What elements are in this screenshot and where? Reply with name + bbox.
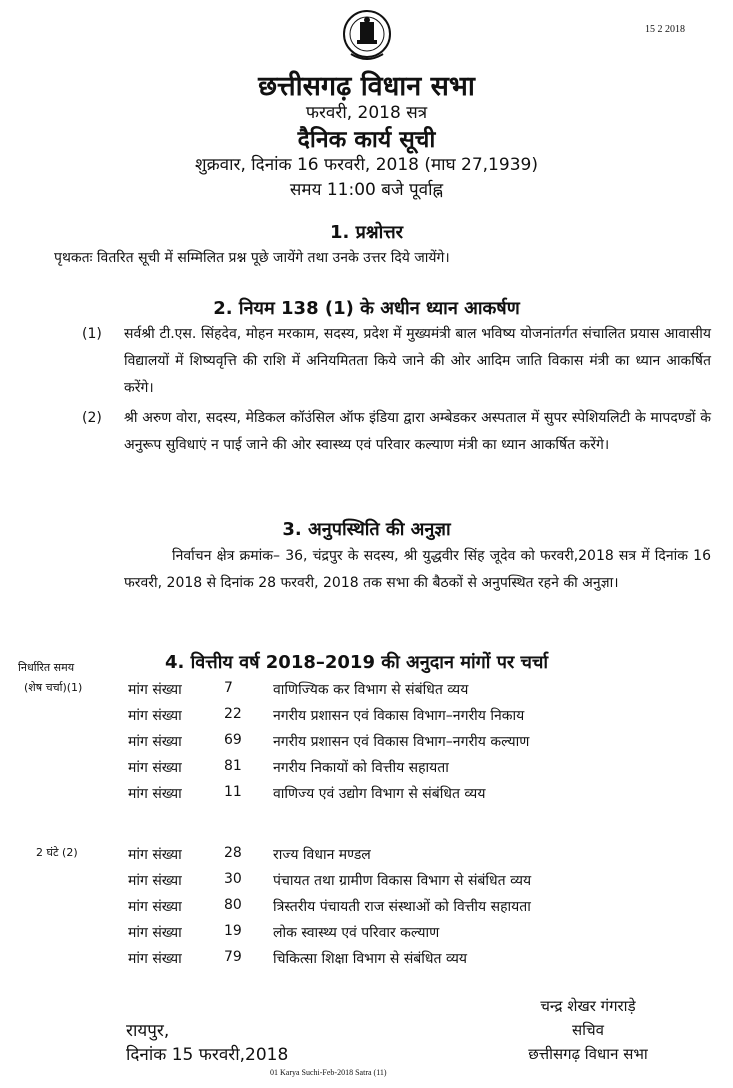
date-stamp: 15 2 2018 <box>645 24 685 35</box>
demand-row <box>128 845 688 871</box>
section4-heading: 4. वित्तीय वर्ष 2018–2019 की अनुदान मांगों पर चर्चा <box>165 652 549 673</box>
demand-description: नगरीय निकायों को वित्तीय सहायता <box>273 760 449 776</box>
demand-label: मांग संख्या <box>128 734 182 750</box>
section1-heading: 1. प्रश्नोत्तर <box>329 222 404 243</box>
footer-ref: 01 Karya Suchi-Feb-2018 Satra (11) <box>270 1068 387 1077</box>
demand-row <box>128 732 688 758</box>
demand-description: चिकित्सा शिक्षा विभाग से संबंधित व्यय <box>273 951 467 967</box>
demand-label: मांग संख्या <box>128 786 182 802</box>
demand-label: मांग संख्या <box>128 682 182 698</box>
item-text: सर्वश्री टी.एस. सिंहदेव, मोहन मरकाम, सदस्य, प्रदेश में मुख्यमंत्री बाल भविष्य योजनांतर्गत संचालित प्रयास आवासीय विद्यालयों में शिष्यवृत्ति की राशि में अनियमितता किये जाने की ओर आदिम जाति विकास मंत्री का ध्यान आकर्षित करेंगे। <box>124 326 711 396</box>
demand-row <box>128 706 688 732</box>
demand-row <box>128 680 688 706</box>
demand-number: 80 <box>224 897 242 913</box>
demand-description: नगरीय प्रशासन एवं विकास विभाग–नगरीय निकाय <box>273 708 525 724</box>
day-date: शुक्रवार, दिनांक 16 फरवरी, 2018 (माघ 27,1939) <box>195 155 538 175</box>
demand-description: वाणिज्यिक कर विभाग से संबंधित व्यय <box>273 682 469 698</box>
demand-label: मांग संख्या <box>128 873 182 889</box>
section3-heading: 3. अनुपस्थिति की अनुज्ञा <box>282 519 451 540</box>
demand-label: मांग संख्या <box>128 760 182 776</box>
demand-row <box>128 923 688 949</box>
demand-number: 30 <box>224 871 242 887</box>
side-label-hours: 2 घंटे (2) <box>36 846 78 859</box>
demand-row <box>128 871 688 897</box>
item-number: (2) <box>82 410 102 426</box>
side-label-time: निर्धारित समय <box>18 661 75 674</box>
demand-row <box>128 897 688 923</box>
section1-text: पृथकतः वितरित सूची में सम्मिलित प्रश्न पूछे जायेंगे तथा उनके उत्तर दिये जायेंगे। <box>54 250 450 266</box>
section3-text: निर्वाचन क्षेत्र क्रमांक– 36, चंद्रपुर के सदस्य, श्री युद्धवीर सिंह जूदेव को फरवरी,2018 सत्र में दिनांक 16 फरवरी, 2018 से दिनांक 28 फरवरी, 2018 तक सभा की बैठकों से अनुपस्थित रहने की अनुज्ञा। <box>124 548 711 591</box>
assembly-title: छत्तीसगढ़ विधान सभा <box>258 71 475 102</box>
side-label-remaining: (शेष चर्चा)(1) <box>24 681 83 694</box>
signatory-designation: सचिव <box>572 1021 604 1039</box>
demand-label: मांग संख्या <box>128 708 182 724</box>
demand-row <box>128 949 688 975</box>
demand-description: पंचायत तथा ग्रामीण विकास विभाग से संबंधित व्यय <box>273 873 532 889</box>
signatory-org: छत्तीसगढ़ विधान सभा <box>528 1045 648 1063</box>
demand-row <box>128 758 688 784</box>
place-city: रायपुर, <box>126 1021 170 1041</box>
demand-label: मांग संख्या <box>128 951 182 967</box>
demand-label: मांग संख्या <box>128 925 182 941</box>
demand-number: 79 <box>224 949 242 965</box>
session-time: समय 11:00 बजे पूर्वाह्न <box>289 180 444 200</box>
demand-row <box>128 784 688 810</box>
demand-number: 7 <box>224 680 233 696</box>
demand-number: 19 <box>224 923 242 939</box>
session: फरवरी, 2018 सत्र <box>305 103 428 123</box>
demand-number: 69 <box>224 732 242 748</box>
signatory-name: चन्द्र शेखर गंगराड़े <box>540 997 636 1015</box>
demand-description: नगरीय प्रशासन एवं विकास विभाग–नगरीय कल्याण <box>273 734 530 750</box>
demand-description: त्रिस्तरीय पंचायती राज संस्थाओं को वित्तीय सहायता <box>273 899 531 915</box>
section2-heading: 2. नियम 138 (1) के अधीन ध्यान आकर्षण <box>213 298 520 319</box>
demand-description: राज्य विधान मण्डल <box>273 847 371 863</box>
demand-description: वाणिज्य एवं उद्योग विभाग से संबंधित व्यय <box>273 786 486 802</box>
demand-number: 81 <box>224 758 242 774</box>
demand-label: मांग संख्या <box>128 899 182 915</box>
item-text: श्री अरुण वोरा, सदस्य, मेडिकल कॉउंसिल ऑफ इंडिया द्वारा अम्बेडकर अस्पताल में सुपर स्पेशियलिटी के मापदण्डों के अनुरूप सुविधाएं न पाई जाने की ओर स्वास्थ्य एवं परिवार कल्याण मंत्री का ध्यान आकर्षित करेंगे। <box>124 410 711 453</box>
doc-title: दैनिक कार्य सूची <box>297 127 436 153</box>
demand-label: मांग संख्या <box>128 847 182 863</box>
demand-number: 22 <box>224 706 242 722</box>
demand-number: 28 <box>224 845 242 861</box>
demand-number: 11 <box>224 784 242 800</box>
item-number: (1) <box>82 326 102 342</box>
place-date: दिनांक 15 फरवरी,2018 <box>126 1045 289 1065</box>
state-emblem-icon <box>341 8 393 66</box>
demand-description: लोक स्वास्थ्य एवं परिवार कल्याण <box>273 925 440 941</box>
